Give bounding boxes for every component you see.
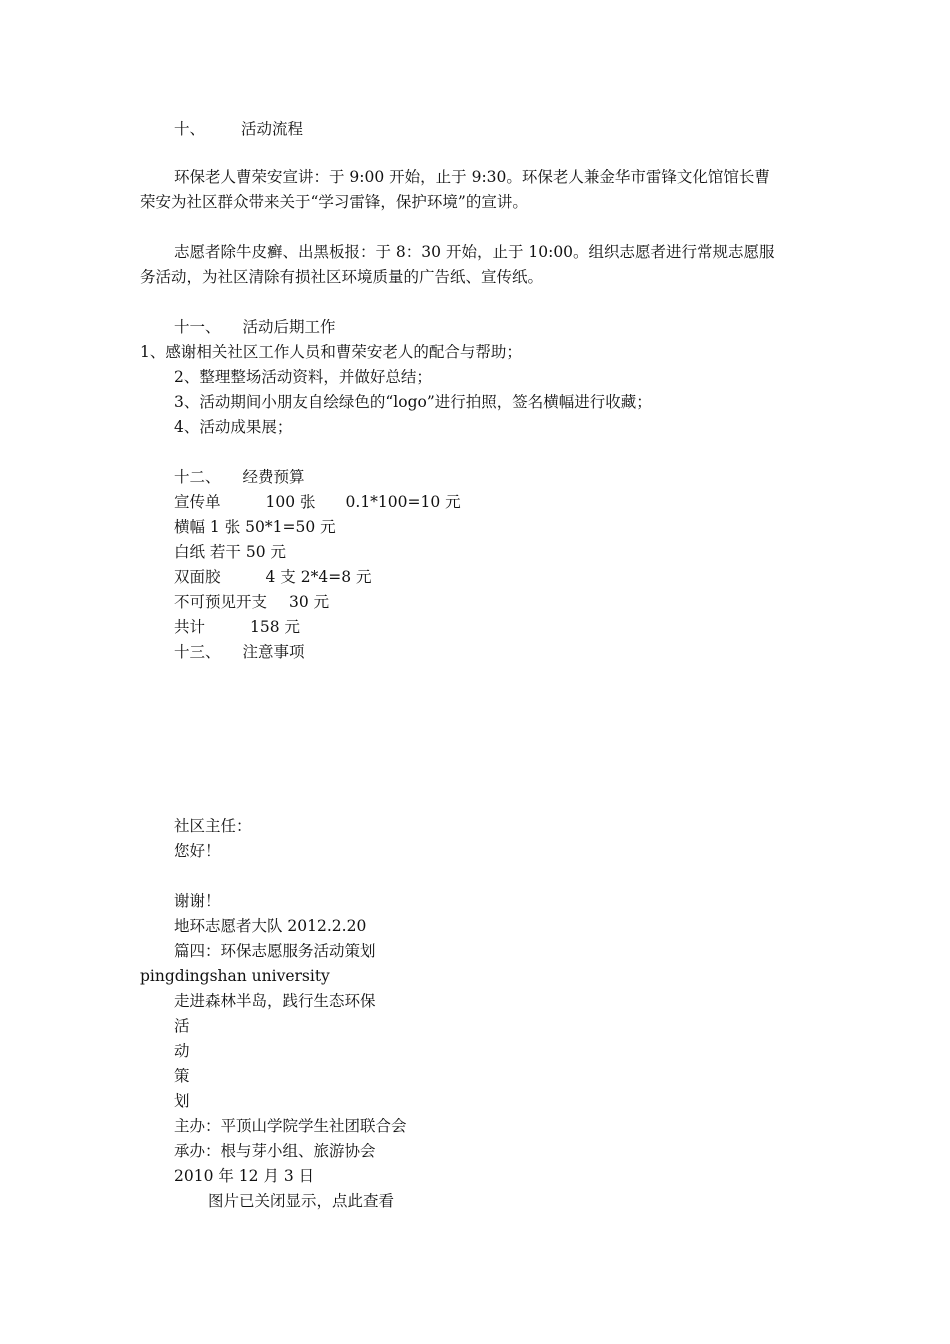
budget-item: 共计 xyxy=(174,618,206,636)
letter-signature: 地环志愿者大队 2012.2.20 xyxy=(174,917,367,935)
budget-item: 宣传单 xyxy=(174,493,221,511)
heading-number: 十、 xyxy=(174,120,206,138)
budget-row xyxy=(174,592,329,612)
heading-title: 注意事项 xyxy=(242,643,305,661)
heading-number: 十二、 xyxy=(174,468,221,486)
budget-item: 不可预见开支 xyxy=(174,593,268,611)
budget-row xyxy=(174,542,286,562)
date-line: 2010 年 12 月 3 日 xyxy=(174,1167,315,1185)
image-notice-link[interactable]: 图片已关闭显示，点此查看 xyxy=(208,1192,395,1210)
budget-qty: 158 元 xyxy=(250,618,301,636)
list-item: 2、整理整场活动资料，并做好总结； xyxy=(174,368,432,386)
heading-title: 活动流程 xyxy=(241,120,304,138)
letter-greeting: 您好！ xyxy=(174,842,221,860)
heading-number: 十三、 xyxy=(174,643,221,661)
event-slogan: 走进森林半岛，践行生态环保 xyxy=(174,992,376,1010)
list-item: 3、活动期间小朋友自绘绿色的“logo”进行拍照，签名横幅进行收藏； xyxy=(174,393,652,411)
vertical-title-char: 动 xyxy=(174,1042,190,1060)
vertical-title-char: 划 xyxy=(174,1092,190,1110)
list-item: 1、感谢相关社区工作人员和曹荣安老人的配合与帮助； xyxy=(140,343,522,361)
section-11-heading xyxy=(174,317,336,337)
budget-qty: 30 元 xyxy=(289,593,330,611)
letter-salutation: 社区主任： xyxy=(174,817,252,835)
paragraph-line: 志愿者除牛皮癣、出黑板报：于 8：30 开始，止于 10:00。组织志愿者进行常规志愿服 xyxy=(174,243,775,261)
heading-title: 活动后期工作 xyxy=(242,318,336,336)
vertical-title-char: 策 xyxy=(174,1067,190,1085)
part4-title: 篇四：环保志愿服务活动策划 xyxy=(174,942,376,960)
budget-item: 横幅 1 张 50*1=50 元 xyxy=(174,518,336,536)
university-name: pingdingshan university xyxy=(140,967,330,985)
budget-qty: 100 张 xyxy=(265,493,316,511)
host-line: 主办：平顶山学院学生社团联合会 xyxy=(174,1117,407,1135)
paragraph-line: 务活动，为社区清除有损社区环境质量的广告纸、宣传纸。 xyxy=(140,268,544,286)
budget-row xyxy=(174,517,336,537)
budget-row xyxy=(174,492,461,512)
paragraph-line: 荣安为社区群众带来关于“学习雷锋，保护环境”的宣讲。 xyxy=(140,193,528,211)
paragraph-line: 环保老人曹荣安宣讲：于 9:00 开始，止于 9:30。环保老人兼金华市雷锋文化馆馆长曹 xyxy=(174,168,770,186)
budget-row xyxy=(174,567,371,587)
budget-item: 白纸 若干 50 元 xyxy=(174,543,287,561)
letter-thanks: 谢谢！ xyxy=(174,892,221,910)
budget-cost: 0.1*100=10 元 xyxy=(345,493,461,511)
budget-qty: 4 支 2*4=8 元 xyxy=(265,568,372,586)
list-item: 4、活动成果展； xyxy=(174,418,293,436)
section-13-heading xyxy=(174,642,305,662)
organizer-line: 承办：根与芽小组、旅游协会 xyxy=(174,1142,376,1160)
section-10-heading xyxy=(174,119,303,139)
heading-number: 十一、 xyxy=(174,318,221,336)
budget-item: 双面胶 xyxy=(174,568,221,586)
vertical-title-char: 活 xyxy=(174,1017,190,1035)
heading-title: 经费预算 xyxy=(242,468,305,486)
section-12-heading xyxy=(174,467,305,487)
budget-row xyxy=(174,617,300,637)
